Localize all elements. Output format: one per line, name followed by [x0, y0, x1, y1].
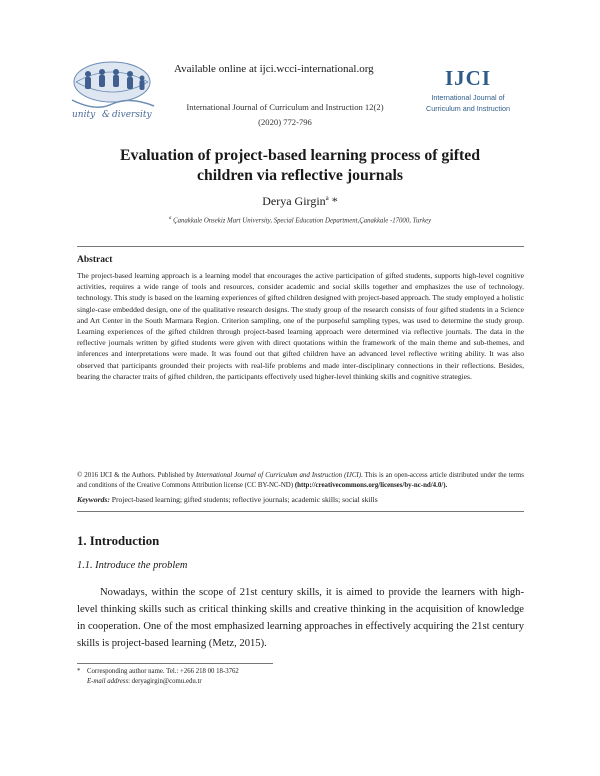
license-link[interactable]: (http://creativecommons.org/licenses/by-nc-nd/4.0/). [294, 482, 448, 489]
svg-text:&: & [102, 110, 111, 120]
svg-text:unity: unity [72, 110, 96, 120]
body-paragraph: Nowadays, within the scope of 21st century skills, it is aimed to provide the learners with high-level thinking skills such as critical thinking skills and creative thinking in the acquisition of knowledge in cooperation. One of the most emphasized learning approaches in effectively acquiring the 21st century skills is project-based learning (Metz, 2015). [77, 587, 524, 649]
subsection-heading: 1.1. Introduce the problem [77, 560, 188, 571]
ijci-logo: IJCI International Journal of Curriculum and Instruction [426, 66, 510, 113]
copyright-notice: © 2016 IJCI & the Authors. Published by International Journal of Curriculum and Instruction (IJCI). This is an open-access article distributed under the terms and conditions of the Creative Commons Attribution license (CC BY-NC-ND) (http://creativecommons.org/licenses/by-nc-nd/4.0/). [77, 472, 524, 489]
affiliation: $^a$ Çanakkale Onsekiz Mart University, Special Education Department,Çanakkale -17000, Turkey [168, 216, 432, 225]
divider-bottom [77, 511, 524, 512]
available-online-link[interactable]: Available online at ijci.wcci-international.org [174, 63, 374, 75]
paper-title: Evaluation of project-based learning process of gifted children via reflective journals [119, 147, 481, 184]
abstract-heading: Abstract [77, 255, 113, 265]
keywords: Keywords: Project-based learning; gifted students; reflective journals; academic skills; social skills [77, 495, 378, 504]
section-heading-introduction: 1. Introduction [77, 534, 160, 548]
footnote-rule [77, 663, 273, 664]
author-email[interactable]: : deryagirgin@comu.edu.tr [128, 678, 202, 685]
globe-people-icon [66, 60, 158, 120]
journal-citation: International Journal of Curriculum and Instruction 12(2) (2020) 772-796 [186, 102, 384, 127]
divider-top [77, 246, 524, 247]
footnote: * Corresponding author name. Tel.: +266 218 00 18-3762 E-mail address: deryagirgin@comu.edu.tr [77, 668, 239, 685]
abstract-text: The project-based learning approach is a learning model that encourages the active participation of gifted students, supports high-level cognitive activities, requires a wide range of tools and resources, consider academic and social skills together and emphasizes the use of technology. technology. This study is based on the learning experiences of gifted children designed with project-based approach. The study employed a holistic single-case embedded design, one of the qualitative research designs. The study group of the research consists of four gifted students in a Science and Art Center in the South Marmara Region. Criterion sampling, one of the purposeful sampling types, was used to determine the study group. Learning experiences of the gifted children through project-based learning approach were determined via reflective journals. The data in the reflective journals written by gifted students were given with direct quotations within the framework of the main theme and sub-themes, and inferences and interpretations were made. It was found out that gifted children have an advanced level reflective writing ability. It was also observed that participants grounded their projects with real-life problems and made inter-disciplinary connections in their reflections. Besides, bearing the character traits of gifted children, the participants effectively used higher-level thinking skills and cognitive strategies. [77, 271, 524, 381]
author-name: Derya Girgin$^a$ * [262, 194, 338, 208]
svg-text:diversity: diversity [112, 110, 152, 120]
wcci-logo [66, 60, 158, 120]
